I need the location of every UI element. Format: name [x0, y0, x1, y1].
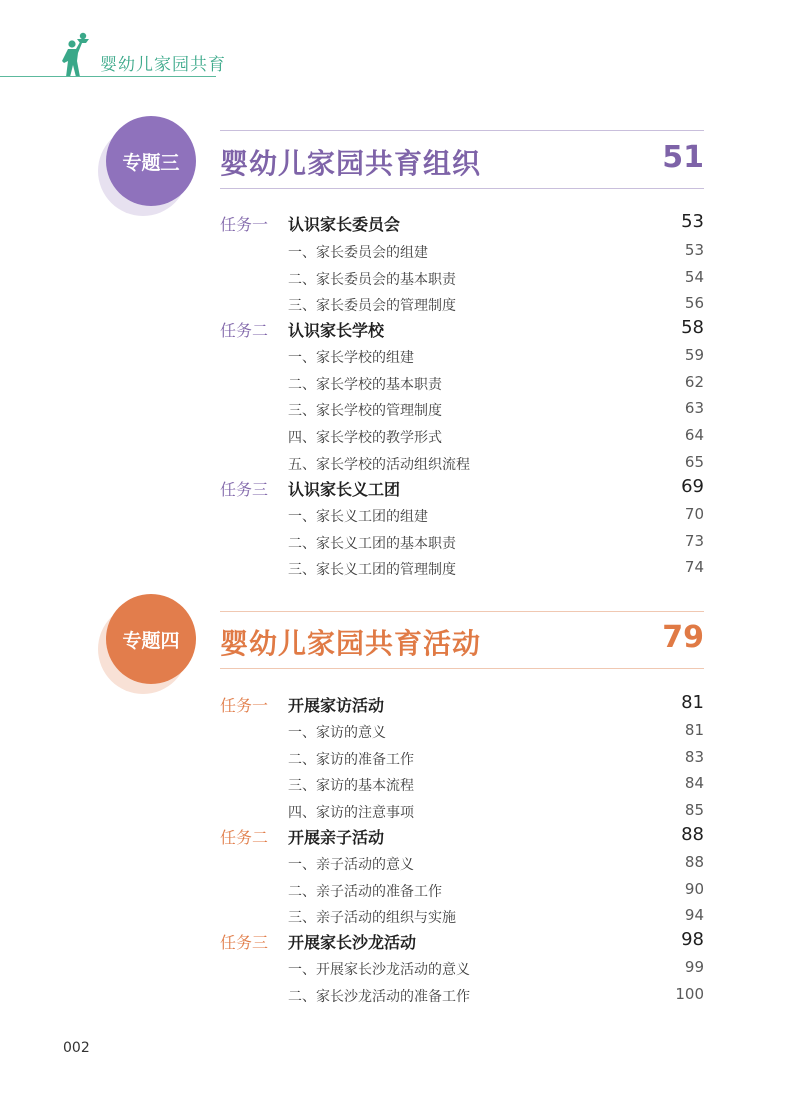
- subsection-page: 100: [675, 985, 704, 1003]
- subsection-title: 三、家长义工团的管理制度: [288, 562, 456, 578]
- subsection-row[interactable]: [0, 557, 800, 583]
- task-label: 任务一: [220, 696, 269, 715]
- section-badge: [106, 594, 196, 684]
- subsection-title: 一、开展家长沙龙活动的意义: [288, 962, 470, 978]
- running-header: [0, 0, 800, 80]
- section-top-rule: [220, 611, 704, 612]
- badge-circle: [106, 594, 196, 684]
- task-title: 开展家访活动: [288, 696, 385, 715]
- task-row[interactable]: [0, 477, 800, 503]
- task-row[interactable]: [0, 825, 800, 851]
- subsection-page: 73: [684, 532, 704, 550]
- section-title[interactable]: 婴幼儿家园共育活动: [220, 627, 482, 660]
- subsection-title: 二、家长义工团的基本职责: [288, 536, 456, 552]
- subsection-title: 四、家访的注意事项: [288, 805, 414, 821]
- subsection-title: 五、家长学校的活动组织流程: [288, 457, 470, 473]
- subsection-page: 63: [684, 399, 704, 417]
- subsection-page: 90: [684, 880, 704, 898]
- badge-circle: [106, 116, 196, 206]
- task-label: 任务二: [220, 321, 269, 340]
- subsection-title: 一、家访的意义: [288, 725, 386, 741]
- subsection-page: 53: [684, 241, 704, 259]
- subsection-row[interactable]: [0, 879, 800, 905]
- task-page: 81: [681, 692, 704, 713]
- subsection-title: 一、亲子活动的意义: [288, 857, 414, 873]
- badge-label: 专题四: [122, 629, 180, 652]
- task-page: 58: [681, 317, 704, 338]
- subsection-row[interactable]: [0, 852, 800, 878]
- subsection-title: 二、家长沙龙活动的准备工作: [288, 989, 470, 1005]
- subsection-page: 54: [684, 268, 704, 286]
- subsection-page: 74: [684, 558, 704, 576]
- subsection-title: 一、家长学校的组建: [288, 350, 414, 366]
- subsection-row[interactable]: [0, 345, 800, 371]
- task-title: 认识家长委员会: [288, 215, 401, 234]
- subsection-page: 62: [684, 373, 704, 391]
- section-bottom-rule: [220, 668, 704, 669]
- task-label: 任务三: [220, 933, 269, 952]
- section-title[interactable]: 婴幼儿家园共育组织: [220, 147, 482, 180]
- subsection-row[interactable]: [0, 398, 800, 424]
- section-page[interactable]: 79: [662, 620, 704, 655]
- subsection-row[interactable]: [0, 452, 800, 478]
- subsection-page: 88: [684, 853, 704, 871]
- subsection-row[interactable]: [0, 425, 800, 451]
- task-title: 认识家长学校: [288, 321, 385, 340]
- subsection-page: 84: [684, 774, 704, 792]
- subsection-row[interactable]: [0, 984, 800, 1010]
- book-title: 婴幼儿家园共育: [100, 55, 226, 75]
- task-page: 88: [681, 824, 704, 845]
- task-page: 53: [681, 211, 704, 232]
- subsection-title: 三、亲子活动的组织与实施: [288, 910, 456, 926]
- subsection-row[interactable]: [0, 293, 800, 319]
- subsection-page: 70: [684, 505, 704, 523]
- subsection-page: 65: [684, 453, 704, 471]
- subsection-row[interactable]: [0, 240, 800, 266]
- subsection-row[interactable]: [0, 372, 800, 398]
- subsection-row[interactable]: [0, 905, 800, 931]
- subsection-page: 99: [684, 958, 704, 976]
- task-title: 开展亲子活动: [288, 828, 385, 847]
- section-page[interactable]: 51: [662, 140, 704, 175]
- subsection-title: 二、亲子活动的准备工作: [288, 884, 442, 900]
- task-row[interactable]: [0, 930, 800, 956]
- task-row[interactable]: [0, 318, 800, 344]
- subsection-page: 59: [684, 346, 704, 364]
- subsection-title: 二、家长委员会的基本职责: [288, 272, 456, 288]
- subsection-row[interactable]: [0, 957, 800, 983]
- section-top-rule: [220, 130, 704, 131]
- parent-child-figure-icon: [58, 30, 98, 78]
- subsection-title: 三、家长委员会的管理制度: [288, 298, 456, 314]
- subsection-row[interactable]: [0, 267, 800, 293]
- task-title: 认识家长义工团: [288, 480, 401, 499]
- task-row[interactable]: [0, 212, 800, 238]
- subsection-title: 三、家长学校的管理制度: [288, 403, 442, 419]
- folio-page-number: 002: [63, 1040, 90, 1056]
- header-rule: [0, 76, 216, 77]
- subsection-page: 94: [684, 906, 704, 924]
- subsection-page: 81: [684, 721, 704, 739]
- subsection-title: 二、家长学校的基本职责: [288, 377, 442, 393]
- task-label: 任务二: [220, 828, 269, 847]
- subsection-page: 83: [684, 748, 704, 766]
- subsection-title: 二、家访的准备工作: [288, 752, 414, 768]
- section-bottom-rule: [220, 188, 704, 189]
- subsection-title: 三、家访的基本流程: [288, 778, 414, 794]
- subsection-page: 85: [684, 801, 704, 819]
- subsection-row[interactable]: [0, 747, 800, 773]
- task-label: 任务一: [220, 215, 269, 234]
- section-badge: [106, 116, 196, 206]
- task-title: 开展家长沙龙活动: [288, 933, 417, 952]
- subsection-title: 一、家长委员会的组建: [288, 245, 428, 261]
- subsection-row[interactable]: [0, 800, 800, 826]
- subsection-page: 56: [684, 294, 704, 312]
- subsection-row[interactable]: [0, 531, 800, 557]
- task-page: 69: [681, 476, 704, 497]
- subsection-row[interactable]: [0, 504, 800, 530]
- subsection-title: 一、家长义工团的组建: [288, 509, 428, 525]
- task-row[interactable]: [0, 693, 800, 719]
- badge-label: 专题三: [122, 151, 180, 174]
- task-label: 任务三: [220, 480, 269, 499]
- subsection-row[interactable]: [0, 773, 800, 799]
- subsection-row[interactable]: [0, 720, 800, 746]
- task-page: 98: [681, 929, 704, 950]
- subsection-title: 四、家长学校的教学形式: [288, 430, 442, 446]
- subsection-page: 64: [684, 426, 704, 444]
